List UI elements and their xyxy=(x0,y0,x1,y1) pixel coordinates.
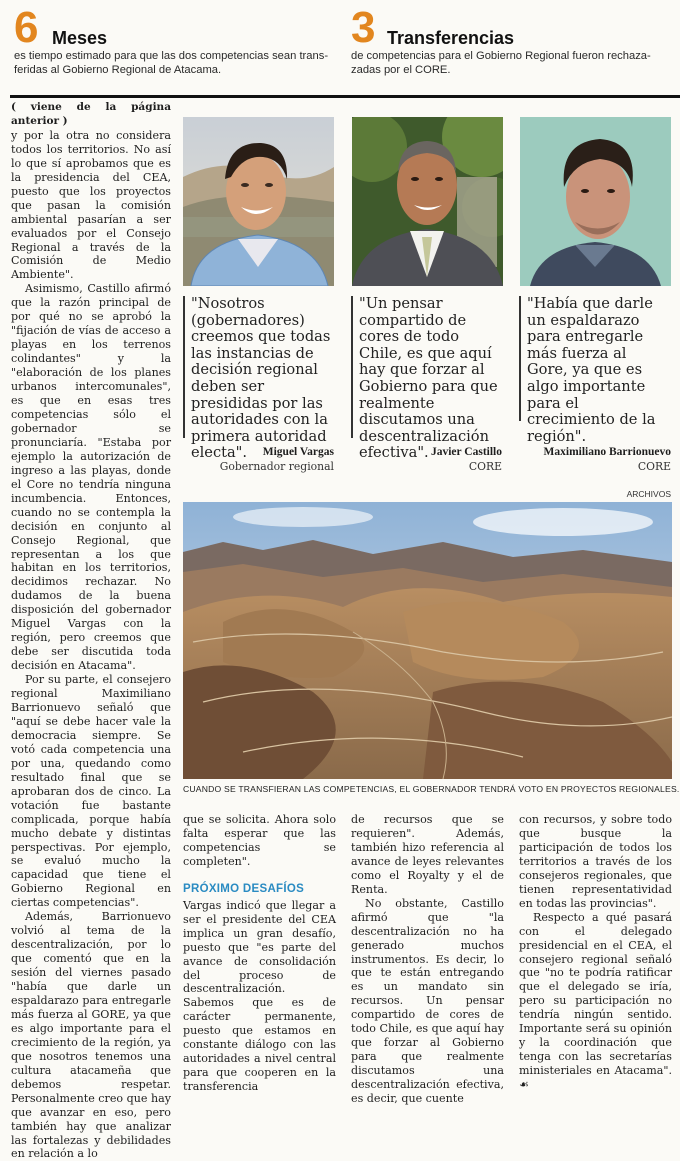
continued-note: ( viene de la página anterior ) xyxy=(11,101,171,127)
quote-text: "Un pensar compartido de cores de todo Chile, es que aquí hay que forzar al Gobierno para que realmente discutamos una descentralización efectiva". xyxy=(359,295,498,462)
main-photo-mountains xyxy=(183,502,672,779)
stat-title: Meses xyxy=(52,28,108,48)
section-subhead: PRÓXIMO DESAFÍOS xyxy=(183,882,305,895)
stat-number: 3 xyxy=(351,3,376,52)
quote-bar xyxy=(519,296,521,421)
portrait-miguel-vargas xyxy=(183,117,334,286)
paragraph: con recursos, y sobre todo que busque la participación de todos los territorios a través de los consejeros regionales, que tienen representatividad en todas las provincias". xyxy=(519,813,672,910)
stat-text-line: feridas al Gobierno Regional de Atacama. xyxy=(14,64,222,76)
portrait-image xyxy=(520,117,671,286)
portrait-image xyxy=(352,117,503,286)
paragraph: Por su parte, el consejero regional Maximiliano Barrionuevo señaló que "aquí se debe hacer vale la democracia siempre. Se votó cada competencia una por una, quedando como resultado final que se aprobaran dos de cinco. La votación fue bastante complicada, porque había mucho debate y distintas perspectivas. Por ejemplo, se evaluó mucho la capacidad que tiene el Gobierno Regional en ciertas competencias". xyxy=(11,673,171,910)
stat-number: 6 xyxy=(14,3,39,52)
quote-text: "Nosotros (gobernadores) creemos que todas las instancias de decisión regional deben ser presididas por las autoridades con la primera autoridad electa". xyxy=(191,295,331,462)
photo-credit: ARCHIVOS xyxy=(626,489,671,499)
photo-caption: CUANDO SE TRANSFIERAN LAS COMPETENCIAS, EL GOBERNADOR TENDRÁ VOTO EN PROYECTOS REGIONALES. xyxy=(183,784,680,794)
byline-role: Gobernador regional xyxy=(219,460,334,473)
paragraph: Además, Barrionuevo volvió al tema de la descentralización, por lo que comentó que en la sesión del viernes pasado "había que darle un espaldarazo para entregarle más fuerza al GORE, ya que es algo importante para el crecimiento de la región, ya que nosotros tenemos una cultura atacameña que debemos respetar. Personalmente creo que hay que avanzar en eso, pero también hay que analizar las fortalezas y debilidades en relación a lo xyxy=(11,910,171,1161)
stat-text-line: zadas por el CORE. xyxy=(351,64,451,76)
stat-text-line: de competencias para el Gobierno Regional fueron rechaza- xyxy=(351,50,651,62)
column-3 xyxy=(351,813,504,1106)
stat-text-line: es tiempo estimado para que las dos competencias sean trans- xyxy=(14,50,329,62)
byline-name: Miguel Vargas xyxy=(262,446,334,458)
paragraph: Respecto a qué pasará con el delegado presidencial en el CEA, el consejero regional señaló que "no te podría ratificar que el delegado se iría, pero su participación no tendría ningún sentido. Importante será su opinión y la coordinación que tenga con las secretarías ministeriales en Atacama". ☙ xyxy=(519,910,672,1092)
column-4 xyxy=(519,813,672,1092)
paragraph: que se solicita. Ahora solo falta esperar que las competencias se completen". xyxy=(183,813,336,868)
stat-title: Transferencias xyxy=(387,28,515,48)
paragraph: No obstante, Castillo afirmó que "la descentralización no ha generado muchos instrumentos. Es decir, lo que te están entregando es un mandato sin recursos. Un pensar compartido de cores de todo Chile, es que aquí hay que forzar al Gobierno para que realmente discutamos una descentralización efectiva, es decir, que cuente xyxy=(351,896,504,1106)
paragraph: de recursos que se requieren". Además, también hizo referencia al avance de leyes relevantes como el Royalty y el de Renta. xyxy=(351,813,504,896)
left-column xyxy=(11,101,171,1161)
top-rule xyxy=(10,95,680,98)
stat-block-months xyxy=(14,4,344,84)
column-2 xyxy=(183,813,336,1094)
byline-role: CORE xyxy=(468,460,502,473)
quote-bar xyxy=(351,296,353,438)
portrait-image xyxy=(183,117,334,286)
portrait-javier-castillo xyxy=(352,117,503,286)
quote-bar xyxy=(183,296,185,438)
paragraph: y por la otra no considera todos los territorios. No así lo que sí aprobamos que es la presidencia del CEA, puesto que los proyectos que pasan la comisión ambiental pasarían a ser evaluados por el Consejo Regional a través de la Comisión de Medio Ambiente". xyxy=(11,128,171,282)
byline-role: CORE xyxy=(637,460,671,473)
paragraph: Asimismo, Castillo afirmó que la razón principal de por qué no se aprobó la "fijación de vías de acceso a playas en los terrenos colindantes" y la "elaboración de los planes urbanos intercomunales", es que en esas tres competencias sólo el gobernador se pronunciaría. "Estaba por ejemplo la autorización de ingreso a las playas, donde el Core no tendría ninguna incumbencia. Entonces, cuando no se contempla la decisión en conjunto al Consejo Regional, que representan a los que habitan en los territorios, decidimos rechazar. No dudamos de la buena disposición del gobernador Miguel Vargas con la región, pero creemos que debe ser discutida toda decisión en Atacama". xyxy=(11,282,171,673)
stat-block-transfers xyxy=(351,4,671,84)
byline-name: Javier Castillo xyxy=(430,446,502,458)
quote-text: "Había que darle un espaldarazo para entregarle más fuerza al Gore, ya que es algo importante para el crecimiento de la región". xyxy=(527,295,656,445)
paragraph: Vargas indicó que llegar a ser el presidente del CEA implica un gran desafío, puesto que "es parte del avance de consolidación del proceso de descentralización. Sabemos que es de carácter permanente, puesto que estamos en constante diálogo con las autoridades a nivel central para que cooperen en la transferencia xyxy=(183,898,336,1094)
landscape-image xyxy=(183,502,672,779)
portrait-maximiliano-barrionuevo xyxy=(520,117,671,286)
byline-name: Maximiliano Barrionuevo xyxy=(543,446,671,458)
